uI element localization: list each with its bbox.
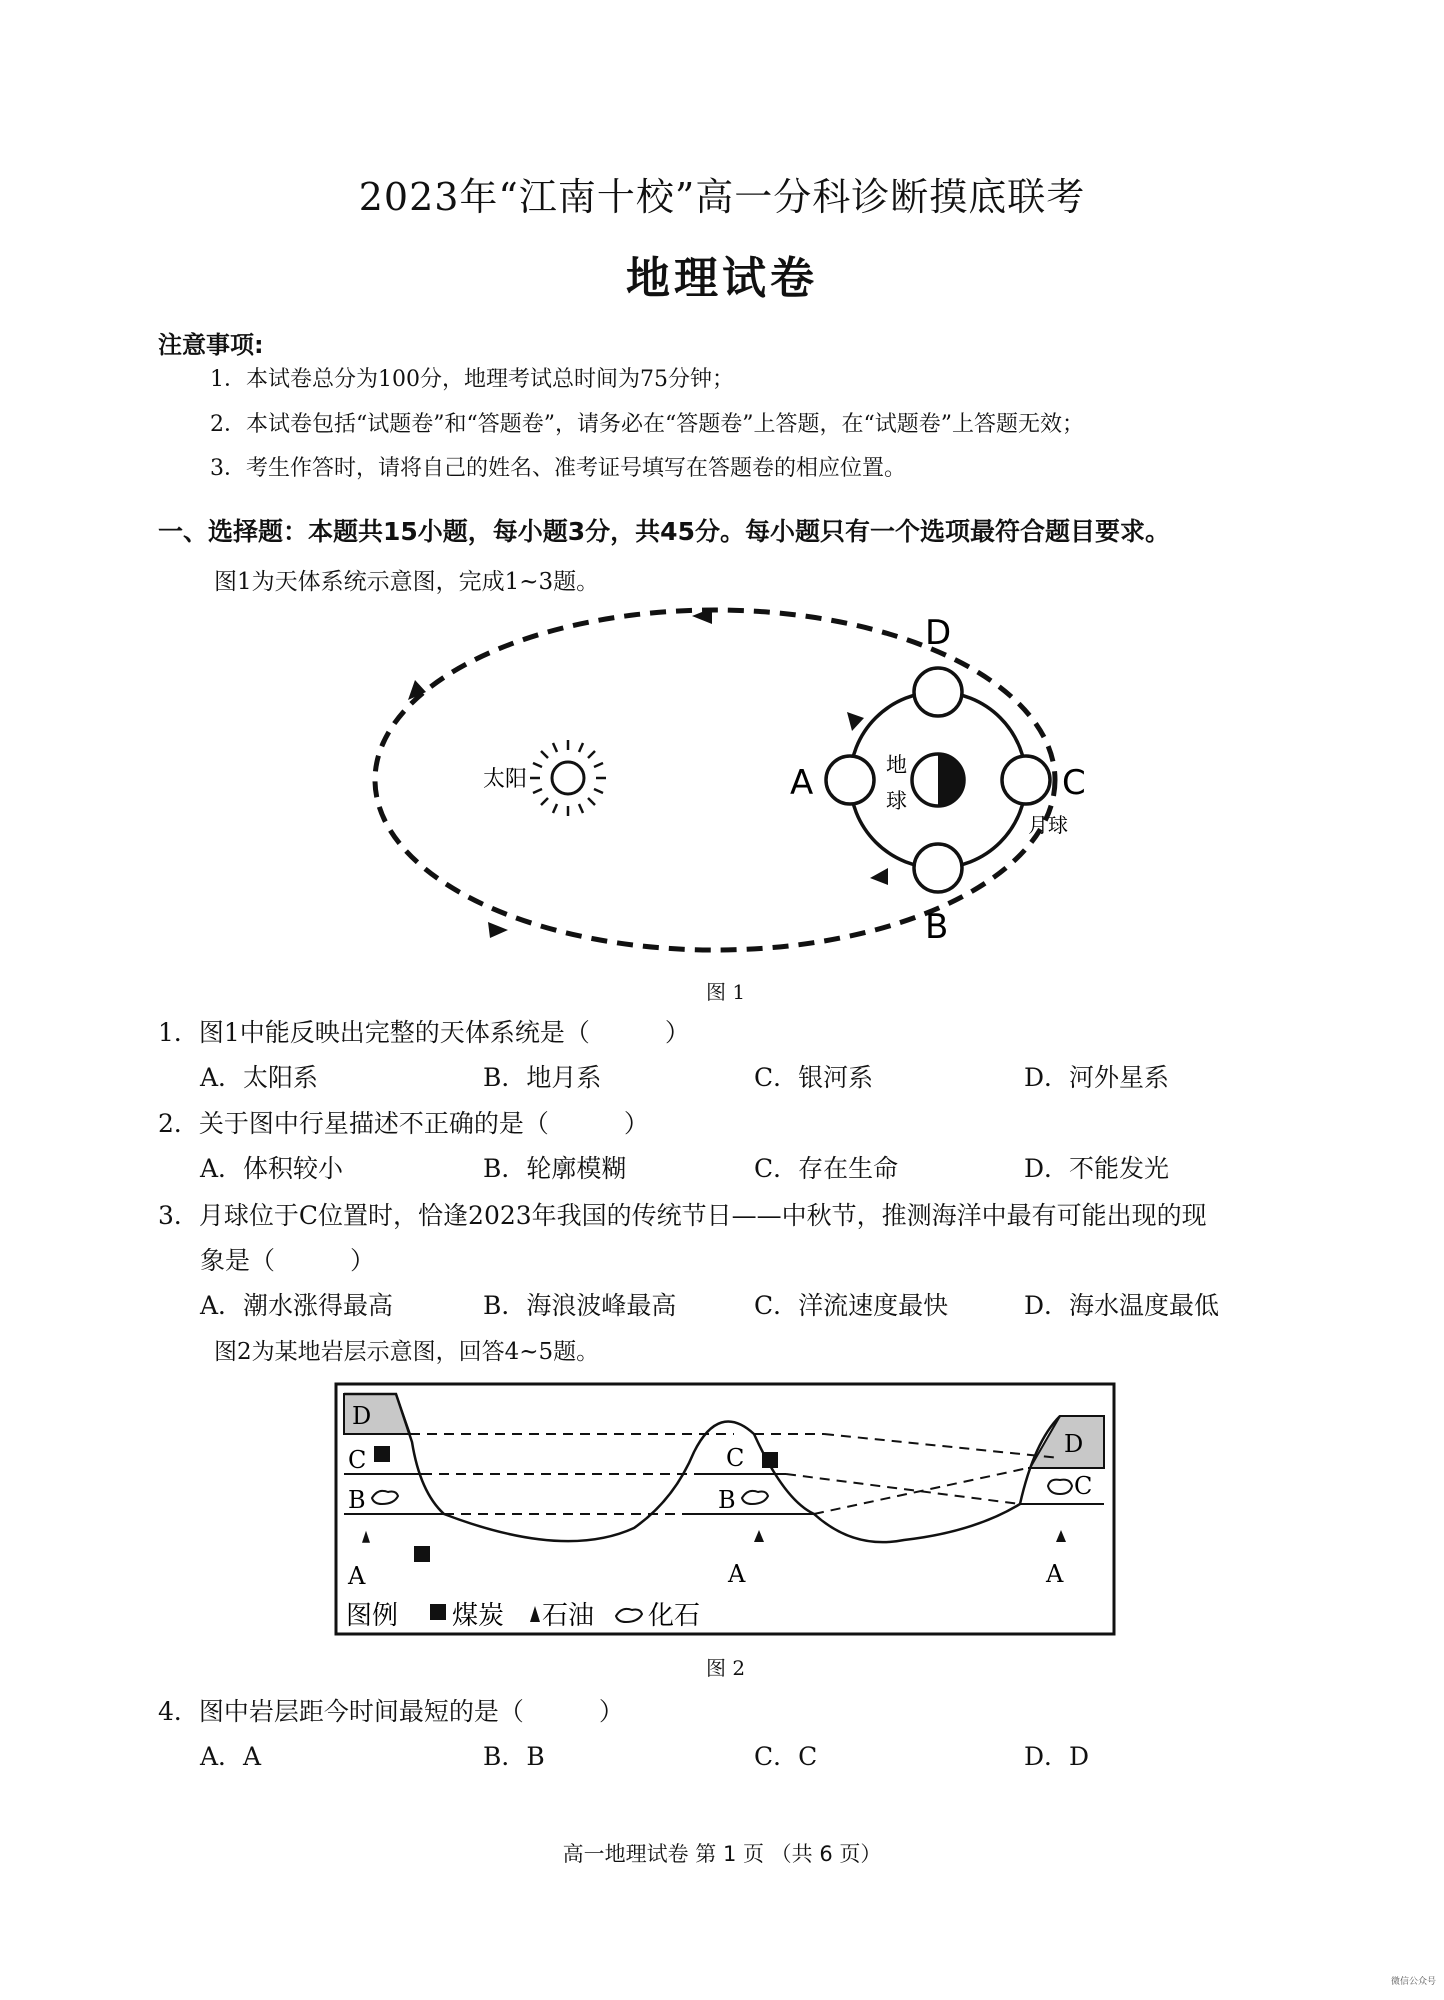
celestial-system-diagram <box>340 600 1100 960</box>
question-1-option-a[interactable]: A．太阳系 <box>200 1063 319 1092</box>
question-2-stem: 2．关于图中行星描述不正确的是（ ） <box>158 1109 649 1138</box>
right-label-d: D <box>1064 1430 1084 1458</box>
rock-strata-diagram <box>334 1382 1116 1636</box>
question-3-option-d[interactable]: D．海水温度最低 <box>1024 1291 1220 1320</box>
legend-fossil-label: 化石 <box>648 1601 701 1631</box>
moon-label: 月球 <box>1028 813 1068 837</box>
coal-icon <box>374 1446 390 1462</box>
label-a: A <box>790 763 814 803</box>
label-d: D <box>925 613 952 653</box>
question-2-option-d[interactable]: D．不能发光 <box>1024 1154 1170 1183</box>
moon-position-c <box>1002 756 1050 804</box>
question-3-option-b[interactable]: B．海浪波峰最高 <box>483 1291 677 1320</box>
legend-title: 图例 <box>346 1601 399 1631</box>
sun-icon <box>530 740 606 816</box>
question-4-option-a[interactable]: A．A <box>200 1742 262 1771</box>
coal-icon <box>414 1546 430 1562</box>
mid-label-c: C <box>726 1444 745 1472</box>
coal-icon <box>762 1452 778 1468</box>
moon-orbit-arrow <box>847 712 864 731</box>
exam-subtitle: 地理试卷 <box>626 253 818 304</box>
orbit-arrow-bottom <box>488 922 508 938</box>
notice-heading: 注意事项: <box>158 331 264 359</box>
legend-coal-label: 煤炭 <box>452 1601 505 1631</box>
exam-title: 2023年“江南十校”高一分科诊断摸底联考 <box>358 175 1086 219</box>
question-1-option-d[interactable]: D．河外星系 <box>1024 1063 1170 1092</box>
question-3-stem-line2: 象是（ ） <box>200 1246 376 1275</box>
orbit-arrow-right <box>870 868 888 885</box>
watermark: 微信公众号 <box>1390 1977 1436 1987</box>
label-c: C <box>1062 763 1086 803</box>
notice-item-3: 3．考生作答时，请将自己的姓名、准考证号填写在答题卷的相应位置。 <box>210 456 906 481</box>
page-footer: 高一地理试卷 第 1 页 （共 6 页） <box>562 1842 882 1866</box>
question-1-option-c[interactable]: C．银河系 <box>754 1063 874 1092</box>
question-4-option-d[interactable]: D．D <box>1024 1742 1090 1771</box>
mid-label-b: B <box>718 1486 736 1514</box>
left-label-a: A <box>348 1562 366 1590</box>
question-2-option-a[interactable]: A．体积较小 <box>200 1154 344 1183</box>
earth-label-1: 地 <box>886 753 907 777</box>
question-3-option-c[interactable]: C．洋流速度最快 <box>754 1291 949 1320</box>
mid-label-a: A <box>728 1560 746 1588</box>
moon-position-a <box>826 756 874 804</box>
right-label-c: C <box>1074 1472 1093 1500</box>
question-1-option-b[interactable]: B．地月系 <box>483 1063 602 1092</box>
figure2-intro: 图2为某地岩层示意图，回答4~5题。 <box>214 1339 600 1365</box>
legend-coal-icon <box>430 1604 446 1620</box>
sun-label: 太阳 <box>483 767 528 792</box>
notice-item-1: 1．本试卷总分为100分，地理考试总时间为75分钟； <box>210 367 734 392</box>
left-label-b: B <box>348 1486 366 1514</box>
earth-label-2: 球 <box>886 789 907 813</box>
legend-oil-label: 石油 <box>542 1601 595 1631</box>
notice-item-2: 2．本试卷包括“试题卷”和“答题卷”，请务必在“答题卷”上答题，在“试题卷”上答题无效； <box>210 412 1084 437</box>
question-3-option-a[interactable]: A．潮水涨得最高 <box>200 1291 394 1320</box>
section-heading: 一、选择题：本题共15小题，每小题3分，共45分。每小题只有一个选项最符合题目要求。 <box>158 517 1170 546</box>
left-label-c: C <box>348 1446 367 1474</box>
earth-icon <box>912 754 964 806</box>
figure2-caption: 图 2 <box>706 1656 746 1680</box>
question-4-option-b[interactable]: B．B <box>483 1742 545 1771</box>
label-b: B <box>925 907 949 947</box>
question-4-option-c[interactable]: C．C <box>754 1742 818 1771</box>
moon-position-d <box>914 668 962 716</box>
question-2-option-c[interactable]: C．存在生命 <box>754 1154 899 1183</box>
right-label-a: A <box>1046 1560 1064 1588</box>
orbit-arrow-top <box>692 608 712 624</box>
left-label-d: D <box>352 1402 372 1430</box>
question-2-option-b[interactable]: B．轮廓模糊 <box>483 1154 627 1183</box>
question-3-stem-line1: 3．月球位于C位置时，恰逢2023年我国的传统节日——中秋节，推测海洋中最有可能出现的现 <box>158 1201 1207 1230</box>
question-1-stem: 1．图1中能反映出完整的天体系统是（ ） <box>158 1018 690 1047</box>
moon-position-b <box>914 844 962 892</box>
question-4-stem: 4．图中岩层距今时间最短的是（ ） <box>158 1697 624 1726</box>
figure1-caption: 图 1 <box>706 980 746 1004</box>
figure1-intro: 图1为天体系统示意图，完成1~3题。 <box>214 569 600 595</box>
